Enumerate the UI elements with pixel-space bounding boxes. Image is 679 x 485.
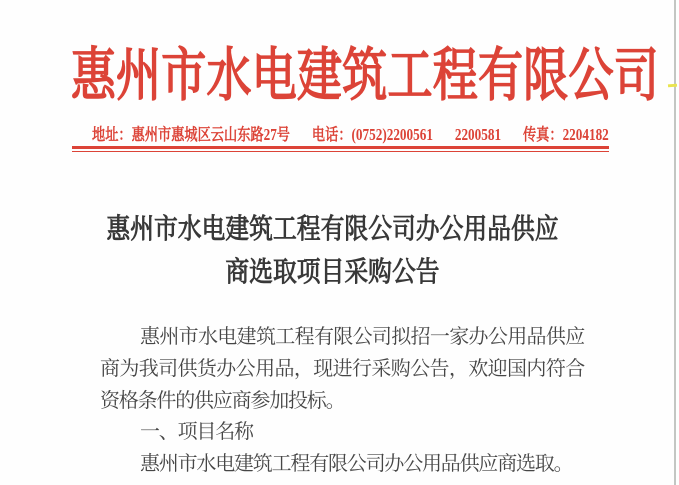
- scan-edge-line: [674, 0, 676, 485]
- section-1-text: 惠州市水电建筑工程有限公司办公用品供应商选取。: [140, 453, 573, 476]
- section-1-heading: 一、项目名称: [140, 421, 253, 444]
- announcement-title-line-2: 商选取项目采购公告: [225, 257, 440, 288]
- contact-fax: 传真：2204182: [522, 125, 609, 144]
- intro-paragraph: 惠州市水电建筑工程有限公司拟招一家办公用品供应商为我司供货办公用品，现进行采购公告，欢迎国内符合资格条件的供应商参加投标。: [100, 326, 584, 412]
- contact-phone-alt: 2200581: [454, 125, 502, 144]
- announcement-body: [100, 322, 584, 481]
- scan-yellow-mark: [668, 84, 677, 88]
- announcement-title: [44, 208, 621, 294]
- company-name-header: 惠州市水电建筑工程有限公司: [70, 43, 659, 108]
- contact-address: 地址：惠州市惠城区云山东路27号: [92, 125, 290, 144]
- contact-phone: 电话：(0752)2200561: [311, 125, 433, 144]
- letterhead-divider-rule: [72, 146, 609, 152]
- announcement-title-line-1: 惠州市水电建筑工程有限公司办公用品供应: [106, 214, 559, 245]
- letterhead-contact-row: [92, 121, 609, 145]
